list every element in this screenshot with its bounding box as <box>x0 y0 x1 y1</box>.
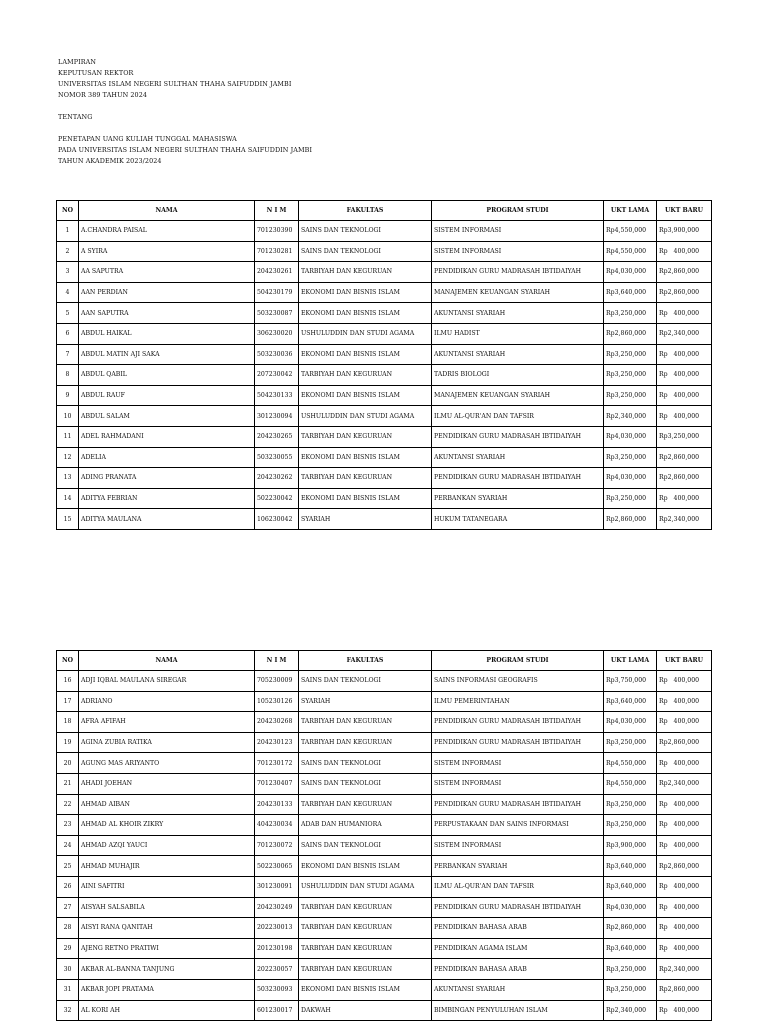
table-row <box>57 959 712 980</box>
cell-ukt-lama: Rp4,550,000 <box>604 773 657 794</box>
cell-nim: 106230042 <box>255 509 299 530</box>
cell-nama: AAN PERDIAN <box>79 282 255 303</box>
cell-program-studi: AKUNTANSI SYARIAH <box>432 979 604 1000</box>
cell-nama: ADING PRANATA <box>79 468 255 489</box>
col-header-fakultas: FAKULTAS <box>299 651 432 671</box>
cell-nama: ADRIANO <box>79 691 255 712</box>
table-row <box>57 691 712 712</box>
cell-ukt-baru: Rp 400,000 <box>657 876 712 897</box>
cell-nim: 201230198 <box>255 938 299 959</box>
cell-ukt-baru: Rp 400,000 <box>657 691 712 712</box>
cell-fakultas: SAINS DAN TEKNOLOGI <box>299 221 432 242</box>
cell-fakultas: SYARIAH <box>299 691 432 712</box>
col-header-ukt-baru: UKT BARU <box>657 651 712 671</box>
cell-nim: 202230013 <box>255 918 299 939</box>
cell-nim: 504230133 <box>255 385 299 406</box>
cell-no: 6 <box>57 323 79 344</box>
cell-nama: ABDUL QABIL <box>79 365 255 386</box>
cell-nim: 204230133 <box>255 794 299 815</box>
cell-no: 26 <box>57 876 79 897</box>
header-line: PADA UNIVERSITAS ISLAM NEGERI SULTHAN THAHA SAIFUDDIN JAMBI <box>58 146 313 154</box>
cell-ukt-lama: Rp4,030,000 <box>604 426 657 447</box>
cell-fakultas: USHULUDDIN DAN STUDI AGAMA <box>299 323 432 344</box>
cell-fakultas: SAINS DAN TEKNOLOGI <box>299 671 432 692</box>
cell-program-studi: PENDIDIKAN BAHASA ARAB <box>432 918 604 939</box>
col-header-ukt-lama: UKT LAMA <box>604 651 657 671</box>
cell-nim: 404230034 <box>255 815 299 836</box>
cell-program-studi: PENDIDIKAN GURU MADRASAH IBTIDAIYAH <box>432 712 604 733</box>
cell-ukt-lama: Rp3,250,000 <box>604 344 657 365</box>
cell-no: 30 <box>57 959 79 980</box>
cell-ukt-lama: Rp3,640,000 <box>604 856 657 877</box>
cell-ukt-baru: Rp 400,000 <box>657 385 712 406</box>
cell-no: 10 <box>57 406 79 427</box>
col-header-nim: N I M <box>255 651 299 671</box>
table-row <box>57 897 712 918</box>
cell-nama: AHMAD AZQI YAUCI <box>79 835 255 856</box>
cell-nim: 701230407 <box>255 773 299 794</box>
table-row <box>57 671 712 692</box>
cell-program-studi: PENDIDIKAN GURU MADRASAH IBTIDAIYAH <box>432 794 604 815</box>
cell-fakultas: TARBIYAH DAN KEGURUAN <box>299 794 432 815</box>
cell-no: 22 <box>57 794 79 815</box>
cell-ukt-lama: Rp3,250,000 <box>604 365 657 386</box>
cell-program-studi: MANAJEMEN KEUANGAN SYARIAH <box>432 385 604 406</box>
table-row <box>57 221 712 242</box>
cell-ukt-baru: Rp 400,000 <box>657 1000 712 1021</box>
cell-no: 17 <box>57 691 79 712</box>
cell-program-studi: SAINS INFORMASI GEOGRAFIS <box>432 671 604 692</box>
cell-no: 14 <box>57 488 79 509</box>
cell-fakultas: USHULUDDIN DAN STUDI AGAMA <box>299 406 432 427</box>
cell-program-studi: ILMU AL-QUR'AN DAN TAFSIR <box>432 406 604 427</box>
cell-program-studi: SISTEM INFORMASI <box>432 241 604 262</box>
cell-program-studi: PENDIDIKAN GURU MADRASAH IBTIDAIYAH <box>432 897 604 918</box>
cell-ukt-baru: Rp2,340,000 <box>657 773 712 794</box>
table-row <box>57 365 712 386</box>
cell-nim: 204230261 <box>255 262 299 283</box>
cell-program-studi: SISTEM INFORMASI <box>432 773 604 794</box>
table-row <box>57 876 712 897</box>
cell-ukt-baru: Rp2,860,000 <box>657 732 712 753</box>
cell-no: 4 <box>57 282 79 303</box>
cell-program-studi: BIMBINGAN PENYULUHAN ISLAM <box>432 1000 604 1021</box>
cell-nim: 105230126 <box>255 691 299 712</box>
cell-ukt-baru: Rp3,900,000 <box>657 221 712 242</box>
cell-ukt-lama: Rp3,640,000 <box>604 938 657 959</box>
cell-no: 7 <box>57 344 79 365</box>
table-row <box>57 753 712 774</box>
cell-no: 29 <box>57 938 79 959</box>
cell-nim: 503230036 <box>255 344 299 365</box>
table-row <box>57 262 712 283</box>
cell-ukt-lama: Rp3,250,000 <box>604 303 657 324</box>
table-row <box>57 938 712 959</box>
cell-fakultas: SAINS DAN TEKNOLOGI <box>299 773 432 794</box>
col-header-no: NO <box>57 201 79 221</box>
cell-fakultas: EKONOMI DAN BISNIS ISLAM <box>299 447 432 468</box>
cell-program-studi: PERBANKAN SYARIAH <box>432 488 604 509</box>
cell-fakultas: SYARIAH <box>299 509 432 530</box>
cell-nim: 502230065 <box>255 856 299 877</box>
cell-nama: AISYI RANA QANITAH <box>79 918 255 939</box>
cell-nim: 204230249 <box>255 897 299 918</box>
cell-program-studi: PENDIDIKAN GURU MADRASAH IBTIDAIYAH <box>432 262 604 283</box>
cell-nim: 601230017 <box>255 1000 299 1021</box>
cell-program-studi: AKUNTANSI SYARIAH <box>432 303 604 324</box>
cell-program-studi: PENDIDIKAN GURU MADRASAH IBTIDAIYAH <box>432 468 604 489</box>
table-row <box>57 712 712 733</box>
cell-nama: ADITYA FEBRIAN <box>79 488 255 509</box>
cell-ukt-lama: Rp2,860,000 <box>604 323 657 344</box>
cell-fakultas: ADAB DAN HUMANIORA <box>299 815 432 836</box>
cell-ukt-baru: Rp2,340,000 <box>657 509 712 530</box>
cell-no: 28 <box>57 918 79 939</box>
cell-ukt-baru: Rp 400,000 <box>657 241 712 262</box>
cell-ukt-lama: Rp3,900,000 <box>604 835 657 856</box>
cell-no: 5 <box>57 303 79 324</box>
table-row <box>57 835 712 856</box>
cell-ukt-baru: Rp 400,000 <box>657 794 712 815</box>
cell-ukt-lama: Rp3,250,000 <box>604 732 657 753</box>
cell-ukt-lama: Rp4,030,000 <box>604 897 657 918</box>
cell-program-studi: AKUNTANSI SYARIAH <box>432 447 604 468</box>
col-header-ukt-baru: UKT BARU <box>657 201 712 221</box>
cell-nim: 701230072 <box>255 835 299 856</box>
cell-ukt-lama: Rp3,250,000 <box>604 447 657 468</box>
cell-fakultas: TARBIYAH DAN KEGURUAN <box>299 938 432 959</box>
header-line: LAMPIRAN <box>58 58 97 66</box>
cell-fakultas: SAINS DAN TEKNOLOGI <box>299 753 432 774</box>
cell-nama: ADITYA MAULANA <box>79 509 255 530</box>
cell-fakultas: TARBIYAH DAN KEGURUAN <box>299 959 432 980</box>
cell-ukt-baru: Rp3,250,000 <box>657 426 712 447</box>
cell-ukt-lama: Rp3,250,000 <box>604 979 657 1000</box>
cell-no: 21 <box>57 773 79 794</box>
table-row <box>57 447 712 468</box>
cell-program-studi: ILMU AL-QUR'AN DAN TAFSIR <box>432 876 604 897</box>
table-row <box>57 856 712 877</box>
cell-ukt-baru: Rp 400,000 <box>657 488 712 509</box>
cell-no: 23 <box>57 815 79 836</box>
cell-fakultas: DAKWAH <box>299 1000 432 1021</box>
cell-ukt-baru: Rp 400,000 <box>657 344 712 365</box>
col-header-nama: NAMA <box>79 651 255 671</box>
cell-nama: ADEL RAHMADANI <box>79 426 255 447</box>
table-row <box>57 488 712 509</box>
cell-program-studi: ILMU HADIST <box>432 323 604 344</box>
header-line: PENETAPAN UANG KULIAH TUNGGAL MAHASISWA <box>58 135 237 143</box>
cell-fakultas: TARBIYAH DAN KEGURUAN <box>299 262 432 283</box>
cell-nim: 204230268 <box>255 712 299 733</box>
cell-ukt-lama: Rp4,550,000 <box>604 221 657 242</box>
cell-no: 25 <box>57 856 79 877</box>
cell-no: 8 <box>57 365 79 386</box>
cell-ukt-lama: Rp3,640,000 <box>604 691 657 712</box>
cell-nama: A.CHANDRA PAISAL <box>79 221 255 242</box>
cell-nama: AHMAD MUHAJIR <box>79 856 255 877</box>
cell-ukt-baru: Rp 400,000 <box>657 938 712 959</box>
cell-nim: 701230172 <box>255 753 299 774</box>
cell-fakultas: EKONOMI DAN BISNIS ISLAM <box>299 303 432 324</box>
cell-nama: AL KORI AH <box>79 1000 255 1021</box>
cell-nama: AISYAH SALSABILA <box>79 897 255 918</box>
header-line: TAHUN AKADEMIK 2023/2024 <box>58 157 162 165</box>
cell-ukt-baru: Rp2,860,000 <box>657 282 712 303</box>
cell-nim: 301230094 <box>255 406 299 427</box>
table-row <box>57 773 712 794</box>
cell-program-studi: HUKUM TATANEGARA <box>432 509 604 530</box>
cell-ukt-lama: Rp4,550,000 <box>604 241 657 262</box>
table-row <box>57 385 712 406</box>
cell-ukt-baru: Rp 400,000 <box>657 835 712 856</box>
cell-nama: AFRA AFIFAH <box>79 712 255 733</box>
table-row <box>57 344 712 365</box>
cell-nim: 502230042 <box>255 488 299 509</box>
table-row <box>57 303 712 324</box>
table-header-row <box>57 651 712 671</box>
cell-nama: AKBAR AL-BANNA TANJUNG <box>79 959 255 980</box>
cell-no: 3 <box>57 262 79 283</box>
cell-ukt-lama: Rp2,860,000 <box>604 918 657 939</box>
cell-no: 2 <box>57 241 79 262</box>
cell-fakultas: EKONOMI DAN BISNIS ISLAM <box>299 385 432 406</box>
cell-ukt-baru: Rp 400,000 <box>657 897 712 918</box>
cell-ukt-baru: Rp 400,000 <box>657 365 712 386</box>
cell-no: 1 <box>57 221 79 242</box>
cell-ukt-lama: Rp4,030,000 <box>604 262 657 283</box>
cell-ukt-lama: Rp2,340,000 <box>604 406 657 427</box>
col-header-fakultas: FAKULTAS <box>299 201 432 221</box>
cell-no: 20 <box>57 753 79 774</box>
cell-nim: 301230091 <box>255 876 299 897</box>
ukt-table-2-body <box>57 671 712 1021</box>
cell-fakultas: TARBIYAH DAN KEGURUAN <box>299 918 432 939</box>
cell-ukt-baru: Rp 400,000 <box>657 406 712 427</box>
cell-ukt-lama: Rp3,250,000 <box>604 794 657 815</box>
cell-ukt-lama: Rp3,640,000 <box>604 876 657 897</box>
cell-fakultas: TARBIYAH DAN KEGURUAN <box>299 426 432 447</box>
cell-program-studi: MANAJEMEN KEUANGAN SYARIAH <box>432 282 604 303</box>
cell-program-studi: ILMU PEMERINTAHAN <box>432 691 604 712</box>
cell-nim: 503230087 <box>255 303 299 324</box>
ukt-table-2 <box>56 650 712 1021</box>
cell-no: 31 <box>57 979 79 1000</box>
cell-nim: 503230055 <box>255 447 299 468</box>
cell-fakultas: EKONOMI DAN BISNIS ISLAM <box>299 979 432 1000</box>
header-line: KEPUTUSAN REKTOR <box>58 69 134 77</box>
table-row <box>57 241 712 262</box>
cell-ukt-lama: Rp4,030,000 <box>604 468 657 489</box>
cell-ukt-baru: Rp2,340,000 <box>657 959 712 980</box>
cell-ukt-lama: Rp4,550,000 <box>604 753 657 774</box>
col-header-program-studi: PROGRAM STUDI <box>432 651 604 671</box>
cell-ukt-baru: Rp 400,000 <box>657 671 712 692</box>
cell-nim: 306230020 <box>255 323 299 344</box>
cell-no: 13 <box>57 468 79 489</box>
cell-nama: AHADI JOEHAN <box>79 773 255 794</box>
header-tentang: TENTANG <box>58 113 93 121</box>
cell-ukt-lama: Rp3,750,000 <box>604 671 657 692</box>
table-row <box>57 918 712 939</box>
cell-ukt-baru: Rp2,340,000 <box>657 323 712 344</box>
cell-nama: AAN SAPUTRA <box>79 303 255 324</box>
ukt-table-1 <box>56 200 712 530</box>
cell-nama: AGINA ZUBIA RATIKA <box>79 732 255 753</box>
cell-nama: ABDUL MATIN AJI SAKA <box>79 344 255 365</box>
cell-ukt-baru: Rp2,860,000 <box>657 856 712 877</box>
header-line: UNIVERSITAS ISLAM NEGERI SULTHAN THAHA SAIFUDDIN JAMBI <box>58 80 292 88</box>
cell-ukt-lama: Rp3,250,000 <box>604 959 657 980</box>
col-header-program-studi: PROGRAM STUDI <box>432 201 604 221</box>
cell-nama: ADELIA <box>79 447 255 468</box>
table-row <box>57 979 712 1000</box>
cell-fakultas: TARBIYAH DAN KEGURUAN <box>299 897 432 918</box>
cell-fakultas: TARBIYAH DAN KEGURUAN <box>299 712 432 733</box>
cell-nama: AINI SAFITRI <box>79 876 255 897</box>
cell-ukt-baru: Rp2,860,000 <box>657 468 712 489</box>
cell-no: 18 <box>57 712 79 733</box>
cell-nama: AGUNG MAS ARIYANTO <box>79 753 255 774</box>
table-row <box>57 406 712 427</box>
cell-ukt-baru: Rp2,860,000 <box>657 262 712 283</box>
cell-ukt-baru: Rp2,860,000 <box>657 447 712 468</box>
cell-ukt-lama: Rp2,860,000 <box>604 509 657 530</box>
cell-no: 12 <box>57 447 79 468</box>
cell-ukt-baru: Rp 400,000 <box>657 303 712 324</box>
cell-fakultas: EKONOMI DAN BISNIS ISLAM <box>299 856 432 877</box>
cell-ukt-baru: Rp2,860,000 <box>657 979 712 1000</box>
cell-nim: 701230390 <box>255 221 299 242</box>
col-header-no: NO <box>57 651 79 671</box>
col-header-nim: N I M <box>255 201 299 221</box>
header-line: NOMOR 389 TAHUN 2024 <box>58 91 148 99</box>
cell-nama: AHMAD AIBAN <box>79 794 255 815</box>
cell-ukt-lama: Rp3,640,000 <box>604 282 657 303</box>
cell-nim: 705230009 <box>255 671 299 692</box>
cell-fakultas: TARBIYAH DAN KEGURUAN <box>299 468 432 489</box>
cell-nama: ABDUL SALAM <box>79 406 255 427</box>
cell-ukt-lama: Rp3,250,000 <box>604 815 657 836</box>
cell-no: 27 <box>57 897 79 918</box>
cell-program-studi: AKUNTANSI SYARIAH <box>432 344 604 365</box>
cell-nama: A SYIRA <box>79 241 255 262</box>
cell-nama: AHMAD AL KHOIR ZIKRY <box>79 815 255 836</box>
cell-program-studi: SISTEM INFORMASI <box>432 221 604 242</box>
cell-ukt-baru: Rp 400,000 <box>657 918 712 939</box>
cell-ukt-baru: Rp 400,000 <box>657 753 712 774</box>
cell-program-studi: SISTEM INFORMASI <box>432 753 604 774</box>
cell-program-studi: PENDIDIKAN GURU MADRASAH IBTIDAIYAH <box>432 426 604 447</box>
cell-no: 11 <box>57 426 79 447</box>
cell-no: 15 <box>57 509 79 530</box>
cell-fakultas: TARBIYAH DAN KEGURUAN <box>299 365 432 386</box>
ukt-table-1-body <box>57 221 712 530</box>
cell-nama: ADJI IQBAL MAULANA SIREGAR <box>79 671 255 692</box>
col-header-nama: NAMA <box>79 201 255 221</box>
cell-program-studi: PENDIDIKAN GURU MADRASAH IBTIDAIYAH <box>432 732 604 753</box>
table-row <box>57 815 712 836</box>
table-row <box>57 509 712 530</box>
document-header <box>58 57 312 167</box>
cell-no: 19 <box>57 732 79 753</box>
cell-no: 32 <box>57 1000 79 1021</box>
cell-nim: 202230057 <box>255 959 299 980</box>
cell-program-studi: TADRIS BIOLOGI <box>432 365 604 386</box>
cell-program-studi: SISTEM INFORMASI <box>432 835 604 856</box>
cell-fakultas: EKONOMI DAN BISNIS ISLAM <box>299 282 432 303</box>
cell-ukt-lama: Rp3,250,000 <box>604 488 657 509</box>
cell-program-studi: PENDIDIKAN BAHASA ARAB <box>432 959 604 980</box>
col-header-ukt-lama: UKT LAMA <box>604 201 657 221</box>
table-header-row <box>57 201 712 221</box>
cell-fakultas: USHULUDDIN DAN STUDI AGAMA <box>299 876 432 897</box>
cell-nim: 204230123 <box>255 732 299 753</box>
cell-program-studi: PERBANKAN SYARIAH <box>432 856 604 877</box>
table-row <box>57 426 712 447</box>
cell-fakultas: SAINS DAN TEKNOLOGI <box>299 241 432 262</box>
cell-fakultas: EKONOMI DAN BISNIS ISLAM <box>299 344 432 365</box>
cell-program-studi: PENDIDIKAN AGAMA ISLAM <box>432 938 604 959</box>
cell-ukt-lama: Rp2,340,000 <box>604 1000 657 1021</box>
table-row <box>57 323 712 344</box>
cell-no: 16 <box>57 671 79 692</box>
cell-nim: 504230179 <box>255 282 299 303</box>
table-row <box>57 794 712 815</box>
table-row <box>57 282 712 303</box>
cell-nama: AKBAR JOPI PRATAMA <box>79 979 255 1000</box>
cell-ukt-baru: Rp 400,000 <box>657 712 712 733</box>
cell-fakultas: EKONOMI DAN BISNIS ISLAM <box>299 488 432 509</box>
cell-ukt-lama: Rp4,030,000 <box>604 712 657 733</box>
cell-nama: AA SAPUTRA <box>79 262 255 283</box>
cell-nama: AJENG RETNO PRATIWI <box>79 938 255 959</box>
table-row <box>57 732 712 753</box>
cell-fakultas: TARBIYAH DAN KEGURUAN <box>299 732 432 753</box>
table-row <box>57 468 712 489</box>
cell-nama: ABDUL RAUF <box>79 385 255 406</box>
table-row <box>57 1000 712 1021</box>
cell-no: 24 <box>57 835 79 856</box>
cell-no: 9 <box>57 385 79 406</box>
cell-ukt-lama: Rp3,250,000 <box>604 385 657 406</box>
cell-ukt-baru: Rp 400,000 <box>657 815 712 836</box>
cell-nim: 207230042 <box>255 365 299 386</box>
cell-fakultas: SAINS DAN TEKNOLOGI <box>299 835 432 856</box>
cell-nim: 701230281 <box>255 241 299 262</box>
cell-nim: 503230093 <box>255 979 299 1000</box>
cell-program-studi: PERPUSTAKAAN DAN SAINS INFORMASI <box>432 815 604 836</box>
cell-nim: 204230265 <box>255 426 299 447</box>
cell-nama: ABDUL HAIKAL <box>79 323 255 344</box>
cell-nim: 204230262 <box>255 468 299 489</box>
